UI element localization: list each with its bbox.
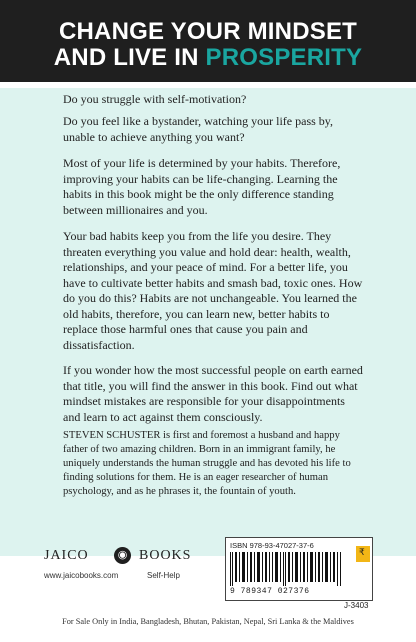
blurb-paragraph-4: Your bad habits keep you from the life you desire. They threaten everything you value and hold dear: health, wealth, relationships, and your peace of mind. For a better life, you have to cultivate better habits and smash bad, toxic ones. How do you do this? Habits are not unchangeable. You learned the old habits, therefore, you can learn new, better habits to replace those harmful ones that cause you pain and dissatisfaction. (63, 229, 363, 352)
headline-line-2-lead: AND LIVE IN (53, 44, 206, 71)
book-category: Self-Help (147, 571, 180, 580)
publisher-name-right: BOOKS (139, 548, 192, 563)
blurb-paragraph-3: Most of your life is determined by your habits. Therefore, improving your habits can be life-changing. Learning the habits in this book might be the only difference standing between millionaires and you. (63, 156, 341, 217)
blurb-paragraph-5: If you wonder how the most successful people on earth earned that title, you will find the answer in this book. Find out what mindset mistakes are responsible for your disappointments and learn to act against them consciously. (63, 363, 363, 424)
barcode-digits: 9 789347 027376 (230, 587, 310, 596)
book-code: J-3403 (344, 601, 369, 610)
isbn-label: ISBN 978-93-47027-37-6 (230, 541, 314, 550)
publisher-emblem-icon: ◉ (114, 547, 131, 564)
barcode-icon (230, 552, 342, 586)
headline-line-2 (0, 44, 416, 72)
blurb-paragraph-2: Do you feel like a bystander, watching your life pass by, unable to achieve anything you want? (63, 114, 333, 144)
author-bio: STEVEN SCHUSTER is first and foremost a husband and happy father of two amazing children. Born in an immigrant family, he uniquely understands the human struggle and has devoted his life to finding solutions for them. He is an eager researcher of human psychology, and as he phrases it, the fountain of youth. (63, 430, 351, 497)
price-badge-icon: ₹ (356, 546, 370, 562)
publisher-url: www.jaicobooks.com (44, 571, 119, 580)
blurb-paragraph-1: Do you struggle with self-motivation? (63, 92, 247, 106)
headline-accent-word: PROSPERITY (205, 44, 363, 71)
headline-line-1: CHANGE YOUR MINDSET (58, 18, 358, 45)
sale-territory-note: For Sale Only in India, Bangladesh, Bhutan, Pakistan, Nepal, Sri Lanka & the Maldives (62, 617, 354, 626)
publisher-name-left: JAICO (44, 548, 89, 563)
